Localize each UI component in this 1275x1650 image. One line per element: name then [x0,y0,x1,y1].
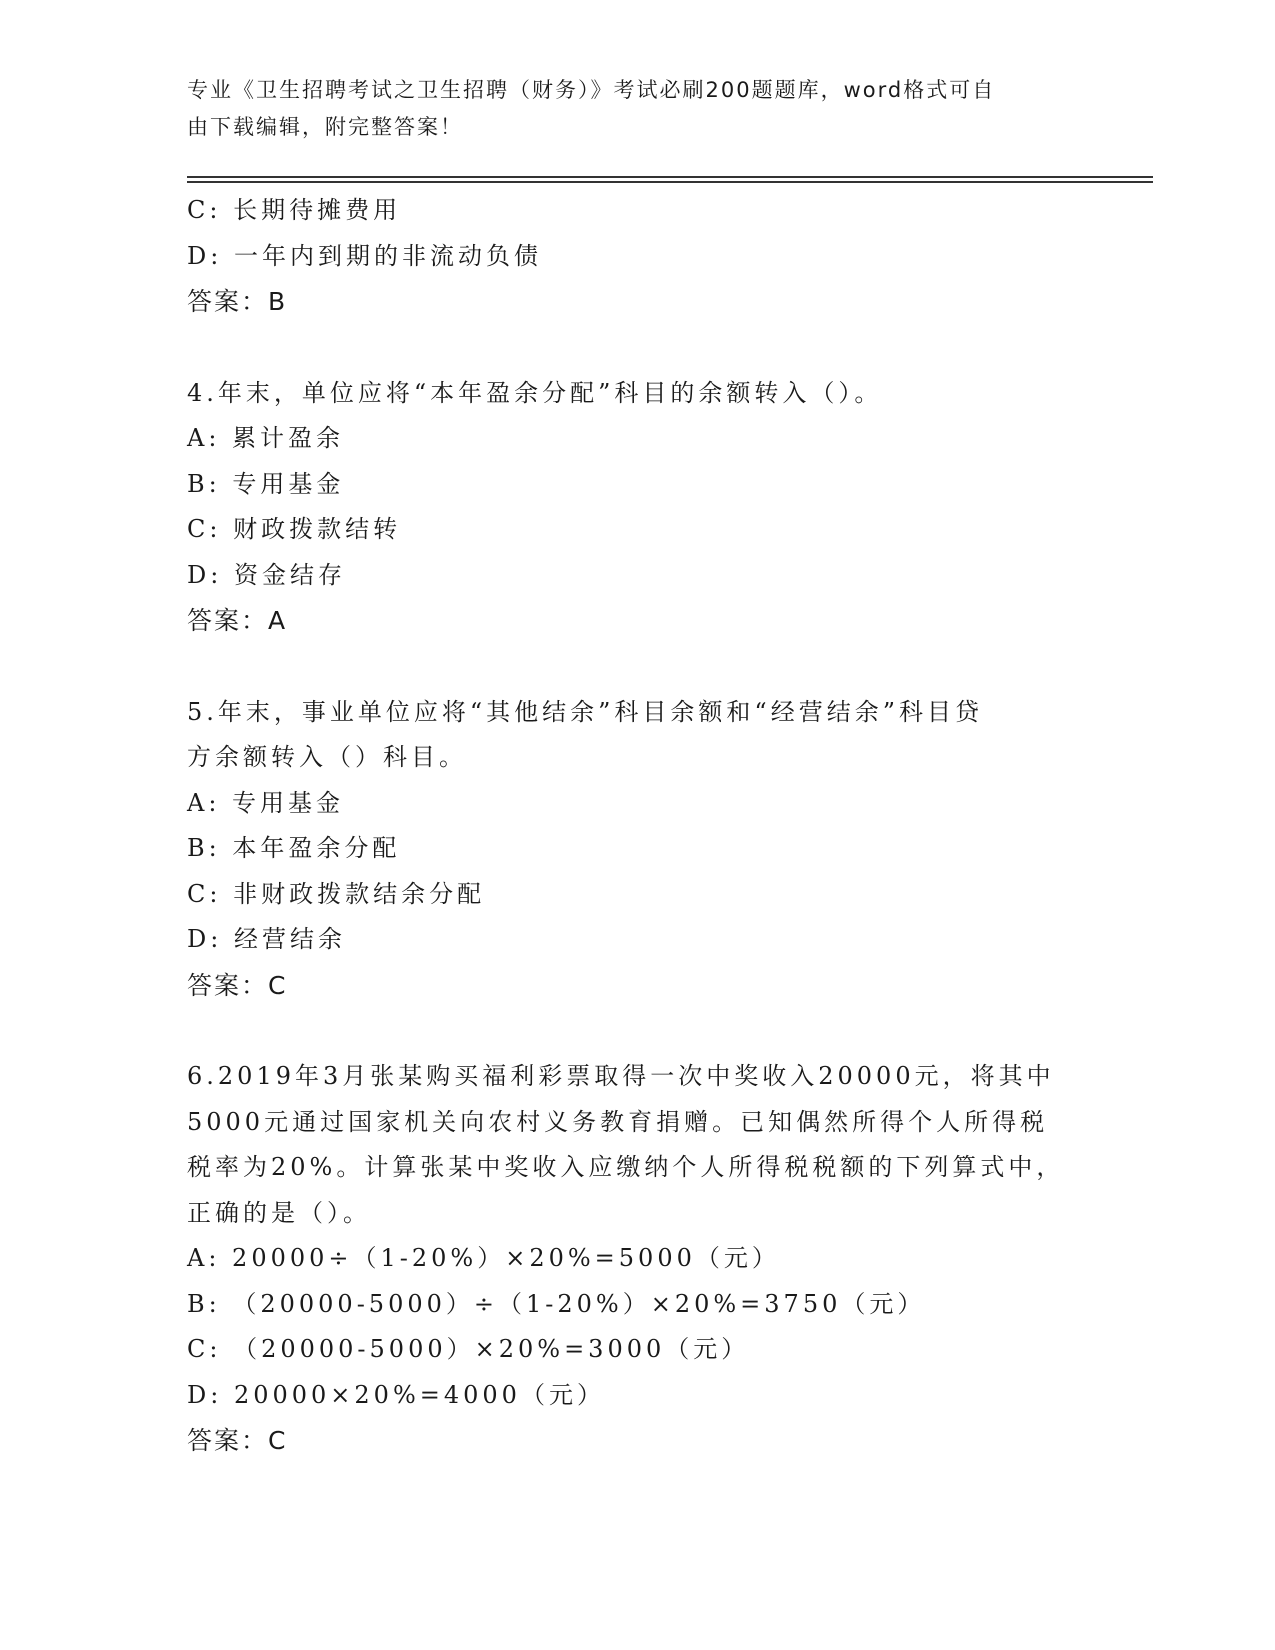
option-a: A: 20000÷（1-20%）×20%=5000（元） [187,1244,780,1272]
question-stem-line-4: 正确的是（）。 [187,1198,371,1227]
option-b: B: （20000-5000）÷（1-20%）×20%=3750（元） [187,1289,926,1318]
header-divider-bottom [187,181,1153,183]
question-4 [187,371,1067,644]
question-stem-line-3: 税率为20%。计算张某中奖收入应缴纳个人所得税税额的下列算式中， [187,1153,1065,1181]
answer-line: 答案：C [187,970,288,1000]
answer-line: 答案：C [187,1426,288,1455]
question-5 [187,690,1067,1009]
option-c: C: 非财政拨款结余分配 [187,879,486,908]
question-stem-line-1: 6.2019年3月张某购买福利彩票取得一次中奖收入20000元，将其中 [187,1062,1055,1090]
option-d: D: 20000×20%=4000（元） [187,1380,605,1409]
question-stem-line-2: 5000元通过国家机关向农村义务教育捐赠。已知偶然所得个人所得税 [187,1107,1049,1136]
option-d: D: 一年内到期的非流动负债 [187,241,542,270]
spacer [187,1008,1067,1054]
document-header [187,72,1067,146]
option-c: C: （20000-5000）×20%=3000（元） [187,1335,750,1363]
answer-line: 答案：A [187,606,288,635]
spacer [187,644,1067,690]
option-a: A: 专用基金 [187,788,345,817]
option-d: D: 资金结存 [187,560,346,589]
option-d: D: 经营结余 [187,925,346,953]
option-a: A: 累计盈余 [187,424,345,452]
spacer [187,325,1067,371]
question-list [187,188,1067,1464]
option-c: C: 长期待摊费用 [187,196,402,224]
header-line-1: 专业《卫生招聘考试之卫生招聘（财务）》考试必刷200题题库，word格式可自 [187,78,996,102]
option-c: C: 财政拨款结转 [187,515,402,543]
header-line-2: 由下载编辑，附完整答案！ [187,115,463,139]
option-b: B: 专用基金 [187,469,345,498]
option-b: B: 本年盈余分配 [187,834,401,862]
question-6 [187,1054,1067,1464]
answer-line: 答案：B [187,287,288,316]
question-3 [187,188,1067,325]
header-divider-top [187,176,1153,178]
question-stem: 4.年末，单位应将“本年盈余分配”科目的余额转入（）。 [187,378,883,407]
question-stem-line-2: 方余额转入（）科目。 [187,743,467,771]
question-stem-line-1: 5.年末，事业单位应将“其他结余”科目余额和“经营结余”科目贷 [187,697,983,726]
